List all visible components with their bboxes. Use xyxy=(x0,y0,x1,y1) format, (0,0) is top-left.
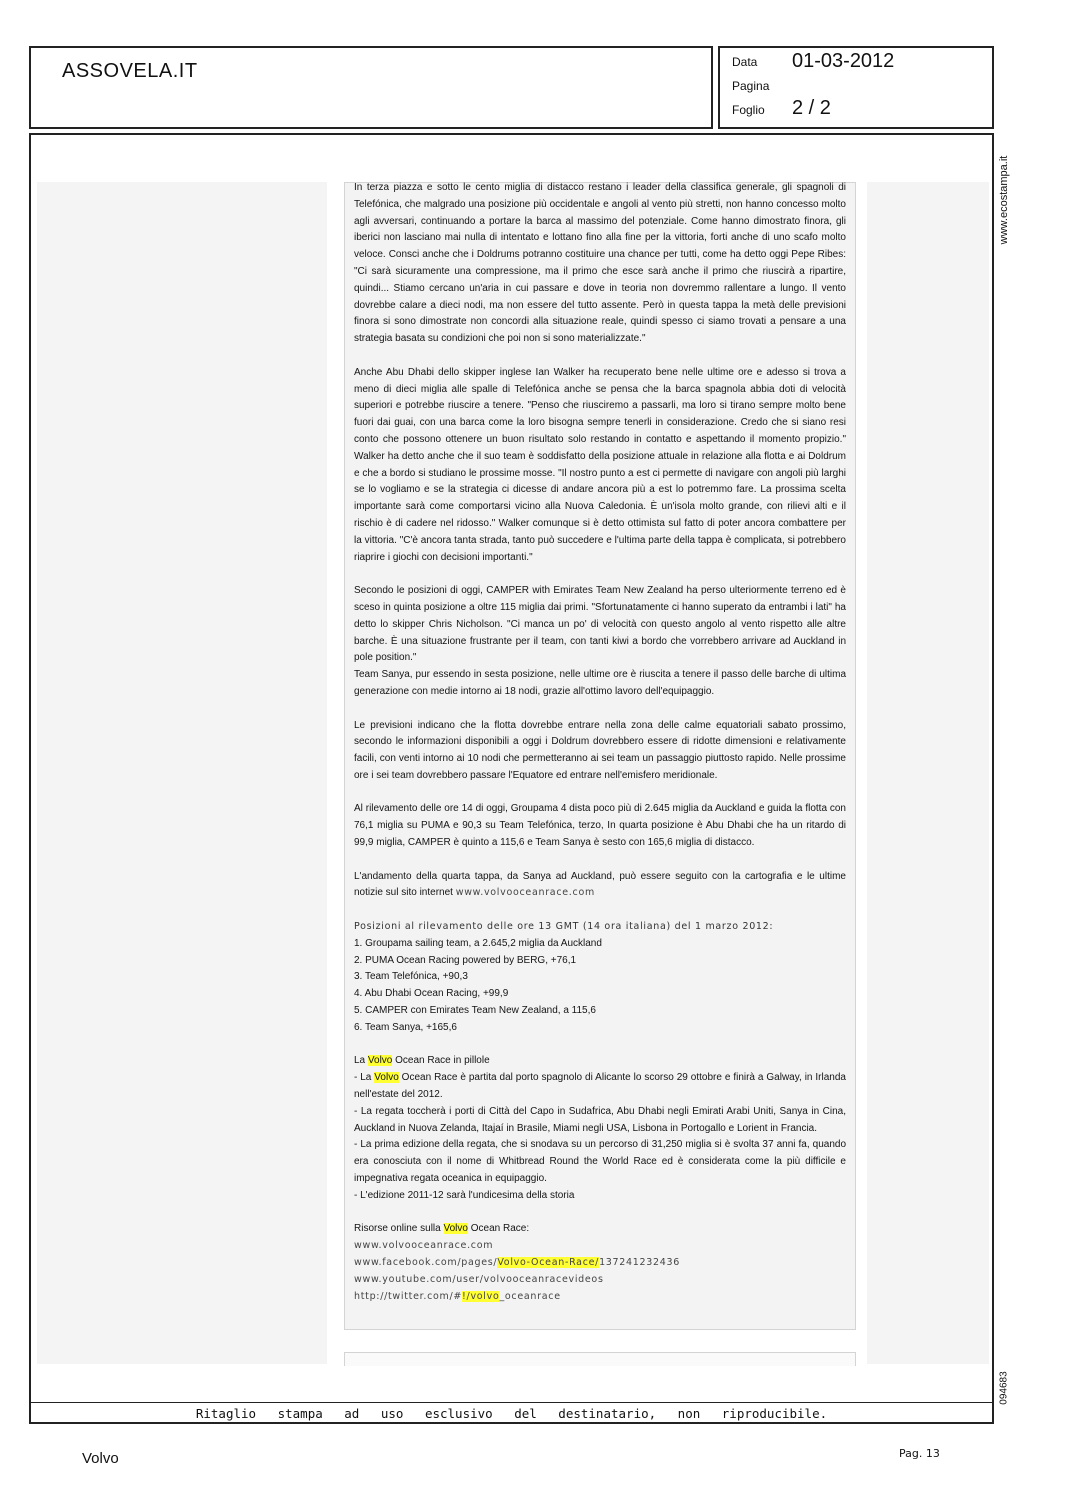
fact-item: - La regata toccherà i porti di Città del Capo in Sudafrica, Abu Dhabi negli Emirati Arabi Uniti, Sanya in Cina, Auckland in Nuova Zelanda, Itajaí in Brasile, Miami negli USA, Lisbona in Portogallo e Lorient in Francia. xyxy=(354,1105,846,1134)
position-item: 2. PUMA Ocean Racing powered by BERG, +76,1 xyxy=(354,954,577,966)
facts-block xyxy=(354,1053,846,1204)
sheet-value: 2 / 2 xyxy=(792,97,831,119)
footer-divider xyxy=(31,1402,992,1403)
next-panel-edge xyxy=(344,1352,856,1366)
positions-title: Posizioni al rilevamento delle ore 13 GMT (14 ora italiana) del 1 marzo 2012: xyxy=(354,921,774,933)
header-meta-box xyxy=(718,46,994,129)
page-margin-right xyxy=(867,182,989,1364)
paragraph-forecast: Le previsioni indicano che la flotta dovrebbe entrare nella zona delle calme equatoriali sabato prossimo, secondo le informazioni disponibili a oggi i Doldrum dovrebbero essere di ridotte dimensioni e relativamente facili, con venti intorno ai 10 nodi che permetteranno ai sei team un passaggio piuttosto rapido. Nelle prossime ore i sei team dovrebbero passare l'Equatore ed entrare nell'emisfero meridionale. xyxy=(354,719,846,781)
fact-item: - La Volvo Ocean Race è partita dal porto spagnolo di Alicante lo scorso 29 ottobre e finirà a Galway, in Irlanda nell'estate del 2012. xyxy=(354,1072,846,1101)
volvo-site-link[interactable]: www.volvooceanrace.com xyxy=(455,887,595,899)
date-label: Data xyxy=(732,55,758,69)
date-value: 01-03-2012 xyxy=(792,50,895,72)
sheet-label: Foglio xyxy=(732,103,765,117)
keyword-label: Volvo xyxy=(82,1450,119,1467)
article-body xyxy=(354,180,846,1322)
ecostampa-url: www.ecostampa.it xyxy=(998,155,1010,245)
fact-item: - La prima edizione della regata, che si snodava su un percorso di 31,250 miglia si è svolta 37 anni fa, quando era conosciuta con il nome di Whitbread Round the World Race ed è considerata come la più difficile e impegnativa regata oceanica in equipaggio. xyxy=(354,1139,846,1185)
fact-item: - L'edizione 2011-12 sarà l'undicesima della storia xyxy=(354,1189,575,1201)
paragraph-abu-dhabi: Anche Abu Dhabi dello skipper inglese Ian Walker ha recuperato bene nelle ultime ore e adesso si trova a meno di dieci miglia alle spalle di Telefónica anche se pensa che la barca spagnola abbia doti di velocità superiori e potrebbe riuscire a tenere. "Penso che riusciremo a passarli, ma loro si tirano sempre molto bene fuori dai guai, con una barca come la loro bisogna sempre tenerli in considerazione. Credo che si siano resi conto che possono ottenere un buon risultato solo restando in contatto e aspettando il momento propizio." Walker ha detto anche che il suo team è soddisfatto della posizione attuale in relazione alla flotta e ai Doldrum e che a bordo si studiano le prossime mosse. "Il nostro punto a est ci permette di navigare con angoli più larghi se lo vogliamo e se la strategia ci dicesse di andare ancora più a est lo potremmo fare. La prossima scelta importante sarà come comportarsi vicino alla Nuova Caledonia. È un'isola molto grande, con rilievi alti e il rischio è di cadere nel ridosso." Walker comunque si è detto ottimista sul fatto di poter ancora combattere per la vittoria. "C'è ancora tanta strada, tanto può succedere e l'ultima parte della tappa è complicata, si potrebbero riaprire i giochi con decisioni importanti." xyxy=(354,366,846,563)
position-item: 1. Groupama sailing team, a 2.645,2 miglia da Auckland xyxy=(354,937,602,949)
website-link[interactable]: www.volvooceanrace.com xyxy=(354,1240,494,1252)
paragraph-telefonica: In terza piazza e sotto le cento miglia di distacco restano i leader della classifica generale, gli spagnoli di Telefónica, che malgrado una posizione più occidentale e angoli al vento più stretti, non hanno concesso molto agli avversari, continuando a portare la barca al massimo del potenziale. Come hanno dimostrato finora, gli iberici non lasciano mai nulla di intentato e lottano fino alla fine per la vittoria, forti anche di uno scafo molto veloce. Consci anche che i Doldrums potranno costituire una chance per tutti, come ha detto oggi Pepe Ribes: "Ci sarà sicuramente una compressione, ma il primo che esce sarà anche il primo che riuscirà a ripartire, quindi... Stiamo cercano un'aria in cui passare e dove in teoria non dovremmo rallentare a lungo. Il vento dovrebbe calare a dieci nodi, ma non essere del tutto assente. Però in questa tappa la metà delle previsioni finora si sono dimostrate non concordi alla situazione reale, quindi spesso ci siamo trovati a pensare a una strategia basata su condizioni che poi non si sono materializzate." xyxy=(354,182,846,345)
keyword-highlight: Volvo xyxy=(374,1072,399,1084)
clipping-code: 094683 xyxy=(998,1371,1010,1405)
position-item: 6. Team Sanya, +165,6 xyxy=(354,1021,457,1033)
position-item: 4. Abu Dhabi Ocean Racing, +99,9 xyxy=(354,988,509,1000)
page-margin-left xyxy=(37,182,327,1364)
page-number: Pag. 13 xyxy=(899,1447,940,1460)
disclaimer: Ritaglio stampa ad uso esclusivo del destinatario, non riproducibile. xyxy=(195,1406,828,1421)
keyword-highlight: Volvo xyxy=(367,1055,393,1067)
header-source-box xyxy=(29,46,713,129)
youtube-link[interactable]: www.youtube.com/user/volvooceanracevideos xyxy=(354,1273,604,1285)
paragraph-standings: Al rilevamento delle ore 14 di oggi, Groupama 4 dista poco più di 2.645 miglia da Auckland e guida la flotta con 76,1 miglia su PUMA e 90,3 su Team Telefónica, terzo, In quarta posizione è Abu Dhabi che ha un ritardo di 99,9 miglia, CAMPER è quinto a 115,6 e Team Sanya è sesto con 165,6 miglia di distacco. xyxy=(354,803,846,849)
paragraph-camper: Secondo le posizioni di oggi, CAMPER with Emirates Team New Zealand ha perso ulteriormente terreno ed è sceso in quinta posizione a oltre 115 miglia dai primi. "Sfortunatamente ci hanno superato da entrambi i lati" ha detto lo skipper Chris Nicholson. "Ci manca un po' di velocità con questo angolo al vento rispetto alle altre barche. È una situazione frustrante per il team, con tanti kiwi a bordo che vorrebbero arrivare ad Auckland in pole position." xyxy=(354,585,846,664)
twitter-link[interactable]: http://twitter.com/#!/volvo_oceanrace xyxy=(354,1290,561,1302)
resources-title: Risorse online sulla Volvo Ocean Race: xyxy=(354,1223,530,1235)
keyword-highlight: Volvo xyxy=(443,1223,468,1235)
facebook-link[interactable]: www.facebook.com/pages/Volvo-Ocean-Race/137241232436 xyxy=(354,1257,680,1268)
page-label: Pagina xyxy=(732,79,770,93)
resources-block xyxy=(354,1221,846,1305)
facts-title: La Volvo Ocean Race in pillole xyxy=(354,1055,490,1067)
paragraph-sanya: Team Sanya, pur essendo in sesta posizione, nelle ultime ore è riuscita a tenere il passo delle barche di ultima generazione con medie intorno ai 18 nodi, grazie all'ottimo lavoro dell'equipaggio. xyxy=(354,669,846,697)
paragraph-tracking xyxy=(354,869,846,903)
paragraph-camper-sanya xyxy=(354,583,846,701)
source-name: ASSOVELA.IT xyxy=(62,60,198,82)
positions-block xyxy=(354,919,846,1037)
position-item: 3. Team Telefónica, +90,3 xyxy=(354,971,468,983)
tracking-text: L'andamento della quarta tappa, da Sanya ad Auckland, può essere seguito con la cartografia e le ultime notizie sul sito internet xyxy=(354,870,846,899)
position-item: 5. CAMPER con Emirates Team New Zealand, a 115,6 xyxy=(354,1005,596,1017)
